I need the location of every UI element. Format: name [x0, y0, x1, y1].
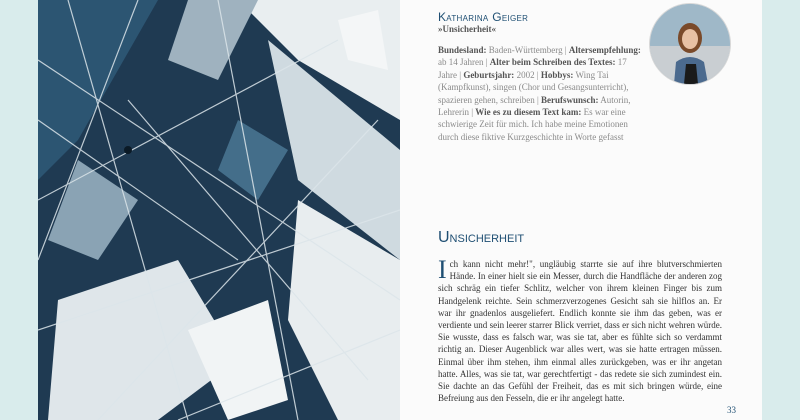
page-number: 33 [727, 405, 736, 415]
bio-hobbys: Wing Tai (Kampfkunst), singen (Chor und Gesangsunterricht), spazieren gehen, schreiben [438, 69, 629, 105]
bio-bundesland: Baden-Württemberg [488, 45, 563, 55]
bio-label-geburtsjahr: Geburtsjahr: [463, 69, 515, 80]
story-body [438, 255, 722, 404]
bio-berufswunsch: Autorin, Lehrerin [438, 94, 631, 118]
bio-altersempfehlung: ab 14 Jahren [438, 57, 484, 68]
bio-label-text: Wie es zu diesem Text kam: [475, 107, 582, 118]
abstract-painting-illustration [38, 0, 400, 420]
author-story-title: »Unsicherheit« [438, 24, 496, 34]
story-title: Unsicherheit [438, 229, 525, 246]
author-bio [438, 44, 642, 143]
bio-separator: | [534, 69, 541, 80]
bio-label-bundesland: Bundesland: [438, 45, 487, 55]
story-dropcap: I [438, 255, 447, 284]
bio-separator: | [468, 107, 476, 118]
bio-label-altersempfehlung: Altersempfehlung: [568, 45, 641, 55]
bio-alter: 17 Jahre [438, 57, 627, 80]
author-photo [650, 4, 730, 84]
bio-separator: | [534, 94, 542, 105]
bio-text: Es war eine schwierige Zeit für mich. Ich habe meine Emotionen durch diese fiktive Kurzgeschichte in Worte gefasst [438, 107, 628, 142]
bio-separator: | [562, 45, 569, 55]
bio-label-berufswunsch: Berufswunsch: [541, 94, 599, 105]
story-text: ch kann nicht mehr!", ungläubig starrte sie auf ihre blutverschmierten Hände. In einer hielt sie ein Messer, durch die Handfläche der anderen zog sich schräg ein tiefer Schlitz, welcher von ihrem kleinen Finger bis zum Handgelenk reichte. Sein schmerzverzogenes Gesicht sah sie hilflos an. Er war ihr gnadenlos ausgeliefert. Endlich konnte sie ihm das geben, was er verdiente und sein leerer starrer Blick verriet, dass er sich nicht wehren würde. Sie wusste, dass es falsch war, was sie tat, aber es fühlte sich so verdammt richtig an. Dieser Augenblick war alles wert, was sie hatte ertragen müssen. Einmal über ihm stehen, ihm einmal alles zurückgeben, was er ihr angetan hatte. Alles, was sie tat, war gerechtfertigt - das redete sie sich zumindest ein. Sie dachte an das Gefühl der Freiheit, das es mit sich bringen würde, eine Befreiung aus den Fesseln, die er ihr angelegt hatte. [438, 259, 722, 404]
bio-label-hobbys: Hobbys: [540, 69, 574, 80]
bio-label-alter: Alter beim Schreiben des Textes: [489, 57, 616, 68]
author-name: Katharina Geiger [438, 10, 529, 24]
bio-separator: | [483, 57, 490, 68]
bio-geburtsjahr: 2002 [516, 69, 535, 80]
bio-separator: | [457, 69, 464, 80]
